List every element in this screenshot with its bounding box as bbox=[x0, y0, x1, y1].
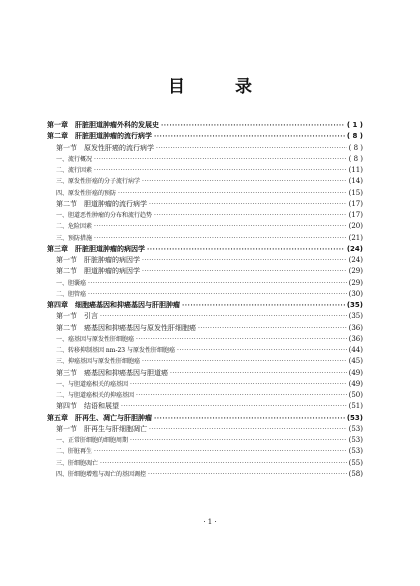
toc-entry-label: 四、肝细胞增殖与凋亡的基因调控 bbox=[56, 470, 147, 478]
toc-entry-page: ( 8 ) bbox=[348, 143, 363, 152]
dot-leader bbox=[149, 424, 347, 435]
dot-leader bbox=[154, 210, 347, 221]
dot-leader bbox=[142, 176, 347, 187]
toc-entry-label: 二、转移抑制基因 nm-23 与原发性肝细胞癌 bbox=[56, 347, 176, 354]
toc-entry-item bbox=[47, 154, 363, 165]
dot-leader bbox=[130, 435, 347, 446]
toc-entry-item bbox=[47, 435, 363, 446]
toc-entry-label: 三、预防措施 bbox=[56, 234, 93, 242]
dot-leader bbox=[136, 390, 347, 401]
toc-entry-page: ( 8 ) bbox=[348, 154, 363, 163]
toc-entry-page: (53) bbox=[346, 413, 363, 422]
dot-leader bbox=[161, 120, 345, 131]
toc-entry-page: (58) bbox=[348, 469, 363, 478]
dot-leader bbox=[156, 143, 347, 154]
dot-leader bbox=[130, 379, 347, 390]
toc-entry-label: 二、危险因素 bbox=[56, 223, 93, 231]
toc-entry-item bbox=[47, 176, 363, 187]
dot-leader bbox=[94, 165, 347, 176]
dot-leader bbox=[170, 368, 347, 379]
toc-entry-section bbox=[47, 311, 363, 322]
toc-entry-item bbox=[47, 356, 363, 367]
dot-leader bbox=[100, 458, 347, 469]
toc-entry-page: (49) bbox=[348, 379, 363, 388]
toc-entry-label: 第二节 胆道肿瘤的流行病学 bbox=[56, 199, 147, 208]
toc-entry-label: 第五章 肝再生、凋亡与肝胆肿瘤 bbox=[47, 413, 152, 422]
toc-entry-page: (14) bbox=[348, 177, 363, 186]
toc-entry-page: (36) bbox=[348, 334, 363, 343]
toc-entry-item bbox=[47, 221, 363, 232]
toc-entry-chapter bbox=[47, 244, 363, 255]
dot-leader bbox=[94, 446, 347, 457]
toc-entry-section bbox=[47, 255, 363, 266]
dot-leader bbox=[147, 244, 345, 255]
toc-entry-section bbox=[47, 424, 363, 435]
page-number: · 1 · bbox=[203, 518, 217, 526]
toc-entry-item bbox=[47, 210, 363, 221]
toc-entry-label: 第三节 癌基因和抑癌基因与胆道癌 bbox=[56, 368, 168, 377]
toc-entry-label: 第一节 原发性肝癌的流行病学 bbox=[56, 143, 154, 152]
toc-entry-label: 第四章 细胞癌基因和抑癌基因与肝胆肿瘤 bbox=[47, 301, 180, 309]
toc-entry-page: (35) bbox=[348, 312, 363, 321]
toc-entry-label: 四、原发性肝癌的预防 bbox=[56, 189, 117, 197]
toc-entry-page: (29) bbox=[348, 267, 363, 276]
dot-leader bbox=[142, 255, 347, 266]
toc-entry-page: (53) bbox=[348, 436, 363, 444]
toc-entry-page: (44) bbox=[348, 346, 363, 354]
toc-entry-label: 二、肝脏再生 bbox=[56, 448, 93, 456]
toc-entry-page: (55) bbox=[348, 458, 363, 467]
dot-leader bbox=[148, 469, 347, 480]
toc-entry-item bbox=[47, 379, 363, 390]
dot-leader bbox=[121, 401, 347, 412]
toc-entry-page: ( 1 ) bbox=[346, 121, 363, 129]
toc-entry-label: 三、肝细胞凋亡 bbox=[56, 459, 99, 467]
toc-entry-item bbox=[47, 458, 363, 469]
page-title: 目 录 bbox=[168, 77, 274, 97]
toc-entry-page: (53) bbox=[348, 447, 363, 456]
toc-entry-page: (17) bbox=[348, 199, 363, 208]
dot-leader bbox=[118, 188, 347, 199]
toc-entry-label: 一、胆囊癌 bbox=[56, 279, 87, 287]
dot-leader bbox=[94, 221, 347, 232]
toc-entry-item bbox=[47, 334, 363, 345]
toc-entry-label: 二、流行因素 bbox=[56, 167, 93, 174]
toc-entry-page: (11) bbox=[348, 166, 363, 174]
dot-leader bbox=[142, 356, 347, 367]
toc-entry-page: (24) bbox=[346, 244, 363, 253]
dot-leader bbox=[94, 233, 347, 244]
toc-entry-page: (45) bbox=[348, 357, 363, 366]
toc-entry-section bbox=[47, 368, 363, 379]
toc-entry-label: 一、癌基因与原发性肝细胞癌 bbox=[56, 335, 135, 343]
toc-entry-item bbox=[47, 188, 363, 199]
toc-entry-label: 第一节 引言 bbox=[56, 312, 98, 321]
toc-entry-label: 第一章 肝脏胆道肿瘤外科的发展史 bbox=[47, 121, 159, 129]
toc-entry-label: 三、抑癌基因与原发性肝细胞癌 bbox=[56, 358, 141, 366]
toc-entry-label: 第三章 肝脏胆道肿瘤的病因学 bbox=[47, 244, 145, 253]
toc-entry-item bbox=[47, 233, 363, 244]
dot-leader bbox=[177, 345, 347, 356]
dot-leader bbox=[149, 199, 347, 210]
table-of-contents bbox=[47, 120, 363, 480]
toc-entry-page: (36) bbox=[348, 323, 363, 332]
toc-entry-page: (35) bbox=[346, 301, 363, 309]
dot-leader bbox=[88, 289, 347, 300]
toc-entry-chapter bbox=[47, 131, 363, 142]
dot-leader bbox=[154, 131, 345, 142]
toc-entry-page: ( 8 ) bbox=[346, 132, 363, 141]
toc-entry-chapter bbox=[47, 413, 363, 424]
toc-entry-item bbox=[47, 165, 363, 176]
toc-entry-item bbox=[47, 345, 363, 356]
toc-entry-label: 第二节 胆道肿瘤的病因学 bbox=[56, 267, 140, 276]
dot-leader bbox=[94, 154, 347, 165]
toc-entry-page: (30) bbox=[348, 289, 363, 298]
toc-entry-section bbox=[47, 401, 363, 412]
toc-entry-item bbox=[47, 278, 363, 289]
toc-entry-page: (50) bbox=[348, 391, 363, 399]
toc-entry-page: (17) bbox=[348, 211, 363, 219]
toc-entry-section bbox=[47, 323, 363, 334]
toc-entry-label: 一、流行概况 bbox=[56, 155, 93, 163]
toc-entry-label: 二、与胆道癌相关的抑癌基因 bbox=[56, 392, 135, 399]
toc-entry-section bbox=[47, 199, 363, 210]
toc-entry-label: 第二节 癌基因和抑癌基因与原发性肝细胞癌 bbox=[56, 323, 196, 332]
toc-entry-page: (51) bbox=[348, 402, 363, 411]
toc-entry-label: 一、正常肝细胞的细胞周期 bbox=[56, 437, 129, 444]
toc-entry-label: 第四节 结语和展望 bbox=[56, 402, 119, 411]
toc-entry-page: (24) bbox=[348, 256, 363, 264]
toc-entry-label: 一、与胆道癌相关的癌基因 bbox=[56, 380, 129, 388]
toc-entry-page: (29) bbox=[348, 278, 363, 287]
toc-entry-chapter bbox=[47, 120, 363, 131]
toc-entry-item bbox=[47, 446, 363, 457]
toc-entry-item bbox=[47, 390, 363, 401]
dot-leader bbox=[198, 323, 347, 334]
dot-leader bbox=[142, 266, 347, 277]
dot-leader bbox=[136, 334, 347, 345]
toc-entry-label: 一、胆道恶性肿瘤的分布和流行趋势 bbox=[56, 212, 153, 219]
toc-entry-label: 第一节 肝再生与肝细胞凋亡 bbox=[56, 424, 147, 433]
toc-entry-label: 第二章 肝脏胆道肿瘤的流行病学 bbox=[47, 132, 152, 141]
toc-entry-label: 三、原发性肝癌的分子流行病学 bbox=[56, 178, 141, 186]
dot-leader bbox=[88, 278, 347, 289]
toc-entry-label: 二、胆管癌 bbox=[56, 290, 87, 298]
toc-entry-page: (20) bbox=[348, 222, 363, 231]
dot-leader bbox=[100, 311, 347, 322]
toc-entry-page: (21) bbox=[348, 233, 363, 242]
dot-leader bbox=[154, 413, 345, 424]
dot-leader bbox=[182, 300, 345, 311]
toc-entry-page: (49) bbox=[348, 368, 363, 377]
toc-entry-section bbox=[47, 266, 363, 277]
toc-entry-chapter bbox=[47, 300, 363, 311]
toc-entry-label: 第一节 肝脏肿瘤的病因学 bbox=[56, 256, 140, 264]
toc-entry-item bbox=[47, 289, 363, 300]
toc-entry-page: (15) bbox=[348, 188, 363, 197]
toc-entry-page: (53) bbox=[348, 424, 363, 433]
toc-entry-item bbox=[47, 469, 363, 480]
toc-entry-section bbox=[47, 143, 363, 154]
